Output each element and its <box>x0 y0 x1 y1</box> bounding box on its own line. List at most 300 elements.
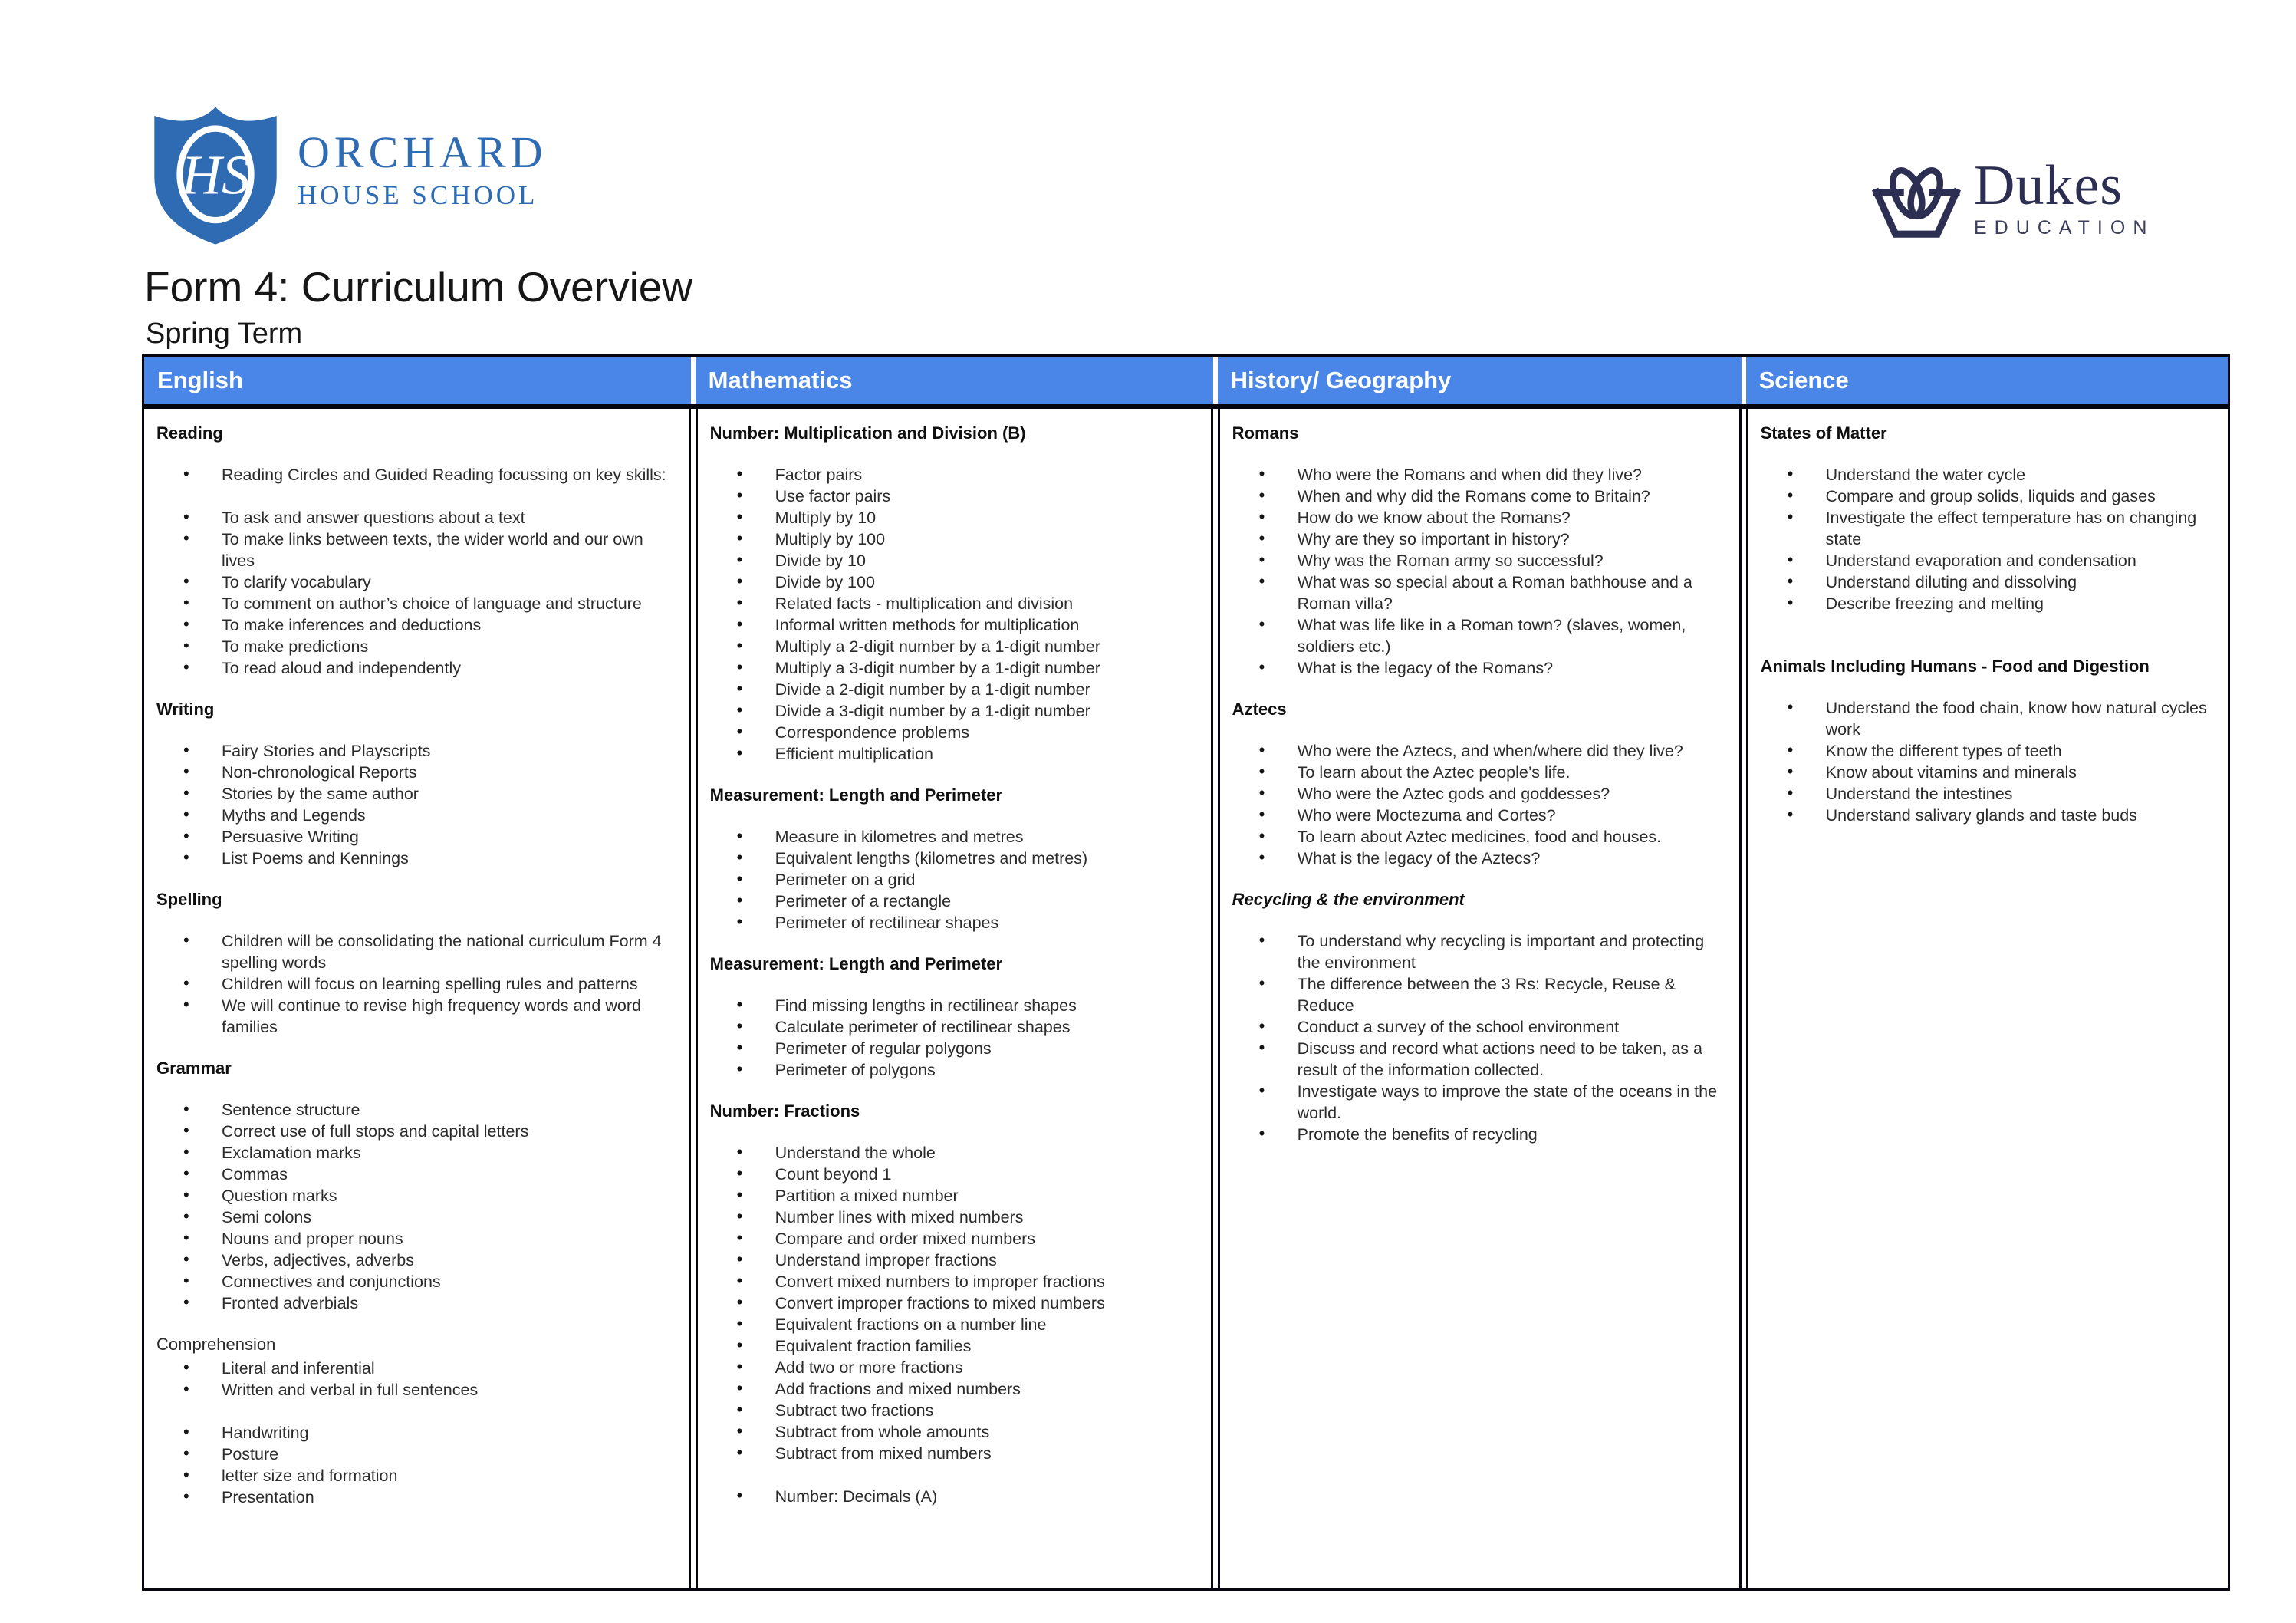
bullet-dot-icon: • <box>1787 805 1794 824</box>
bullet-text: Question marks <box>222 1187 337 1205</box>
bullet-dot-icon: • <box>736 528 743 548</box>
bullet-item <box>1760 593 2220 614</box>
bullet-dot-icon: • <box>736 1185 743 1204</box>
bullet-item <box>709 1185 1203 1207</box>
bullet-item <box>156 973 681 995</box>
bullet-dot-icon: • <box>183 614 189 634</box>
bullet-item <box>1232 805 1732 826</box>
bullet-text: To comment on author’s choice of language and structure <box>222 594 642 613</box>
bullet-text: Who were the Aztecs, and when/where did they live? <box>1297 742 1683 760</box>
bullet-dot-icon: • <box>736 464 743 483</box>
section-heading-animals-including-humans-food-and-digestion: Animals Including Humans - Food and Digestion <box>1760 657 2150 676</box>
bullet-item <box>709 848 1203 869</box>
bullet-text: Perimeter of polygons <box>775 1061 936 1079</box>
bullet-dot-icon: • <box>1258 930 1265 950</box>
bullet-text: Compare and order mixed numbers <box>775 1230 1036 1248</box>
bullet-dot-icon: • <box>1787 464 1794 483</box>
bullet-text: Perimeter of a rectangle <box>775 892 952 910</box>
bullet-text: Presentation <box>222 1488 314 1506</box>
bullet-dot-icon: • <box>1258 762 1265 781</box>
bullet-text: Perimeter of regular polygons <box>775 1039 992 1058</box>
page-title: Form 4: Curriculum Overview <box>144 263 693 311</box>
bullet-item <box>156 740 681 762</box>
curriculum-table <box>142 354 2230 1591</box>
bullet-text: Know the different types of teeth <box>1825 742 2062 760</box>
bullet-dot-icon: • <box>736 679 743 698</box>
bullet-text: To make predictions <box>222 637 369 656</box>
bullet-item <box>709 1486 1203 1507</box>
bullet-dot-icon: • <box>1787 486 1794 505</box>
bullet-text: Multiply by 100 <box>775 530 886 548</box>
bullet-text: Exclamation marks <box>222 1144 361 1162</box>
bullet-item <box>1232 1081 1732 1124</box>
school-wordmark <box>298 127 548 210</box>
bullet-dot-icon: • <box>183 1486 189 1506</box>
bullet-item <box>156 1271 681 1292</box>
bullet-text: Measure in kilometres and metres <box>775 828 1024 846</box>
bullet-text: Informal written methods for multiplication <box>775 616 1080 634</box>
bullet-item <box>1760 507 2220 550</box>
bullet-dot-icon: • <box>736 1486 743 1505</box>
section-heading-romans: Romans <box>1232 423 1299 443</box>
bullet-item <box>156 1228 681 1249</box>
bullet-text: Divide by 10 <box>775 551 866 570</box>
bullet-dot-icon: • <box>736 593 743 612</box>
bullet-item <box>1760 762 2220 783</box>
bullet-text: Subtract from whole amounts <box>775 1423 990 1441</box>
bullet-text: Commas <box>222 1165 288 1184</box>
bullet-dot-icon: • <box>1258 783 1265 802</box>
bullet-dot-icon: • <box>183 973 189 993</box>
bullet-text: Reading Circles and Guided Reading focussing on key skills: <box>222 466 666 484</box>
bullet-text: Subtract two fractions <box>775 1401 934 1420</box>
column-body-english <box>144 409 691 1588</box>
bullet-dot-icon: • <box>183 930 189 950</box>
bullet-text: Divide a 3-digit number by a 1-digit number <box>775 702 1090 720</box>
bullet-item <box>156 805 681 826</box>
bullet-item <box>1232 571 1732 614</box>
bullet-text: Number lines with mixed numbers <box>775 1208 1024 1226</box>
bullet-dot-icon: • <box>183 1271 189 1290</box>
bullet-item <box>156 1444 681 1465</box>
bullet-text: To ask and answer questions about a text <box>222 509 525 527</box>
bullet-dot-icon: • <box>736 995 743 1014</box>
column-body-history-geography <box>1218 409 1742 1588</box>
bullet-dot-icon: • <box>183 528 189 548</box>
bullet-dot-icon: • <box>1258 614 1265 634</box>
bullet-text: Understand improper fractions <box>775 1251 997 1269</box>
bullet-text: Equivalent fraction families <box>775 1337 972 1355</box>
bullet-text: How do we know about the Romans? <box>1297 509 1571 527</box>
bullet-dot-icon: • <box>736 571 743 591</box>
bullet-item <box>709 636 1203 657</box>
bullet-dot-icon: • <box>1258 550 1265 569</box>
bullet-dot-icon: • <box>183 1142 189 1161</box>
bullet-dot-icon: • <box>183 464 189 483</box>
bullet-dot-icon: • <box>736 507 743 526</box>
bullet-dot-icon: • <box>736 869 743 888</box>
bullet-item <box>156 464 681 486</box>
bullet-text: Divide by 100 <box>775 573 875 591</box>
bullet-text: Understand the water cycle <box>1825 466 2026 484</box>
bullet-text: What is the legacy of the Aztecs? <box>1297 849 1541 867</box>
bullet-item <box>709 486 1203 507</box>
section-heading-measurement-length-and-perimeter: Measurement: Length and Perimeter <box>709 785 1003 805</box>
bullet-dot-icon: • <box>1258 571 1265 591</box>
bullet-dot-icon: • <box>1787 740 1794 759</box>
bullet-item <box>1232 1124 1732 1145</box>
bullet-dot-icon: • <box>736 848 743 867</box>
bullet-dot-icon: • <box>1258 657 1265 677</box>
bullet-text: Understand evaporation and condensation <box>1825 551 2136 570</box>
section-heading-recycling-the-environment: Recycling & the environment <box>1232 890 1465 909</box>
bullet-text: List Poems and Kennings <box>222 849 409 867</box>
school-monogram: HS <box>181 143 250 206</box>
bullet-text: Convert mixed numbers to improper fractions <box>775 1272 1105 1291</box>
bullet-text: Add fractions and mixed numbers <box>775 1380 1021 1398</box>
bullet-item <box>709 869 1203 891</box>
section-heading-number-multiplication-and-division-b: Number: Multiplication and Division (B) <box>709 423 1026 443</box>
bullet-dot-icon: • <box>736 1059 743 1078</box>
bullet-item <box>709 571 1203 593</box>
section-heading-spelling: Spelling <box>156 890 222 909</box>
bullet-dot-icon: • <box>183 1465 189 1484</box>
bullet-text: Who were the Romans and when did they live? <box>1297 466 1643 484</box>
bullet-text: letter size and formation <box>222 1467 398 1485</box>
bullet-item <box>709 700 1203 722</box>
bullet-item <box>156 1249 681 1271</box>
bullet-dot-icon: • <box>183 783 189 802</box>
bullet-text: Equivalent fractions on a number line <box>775 1315 1047 1334</box>
bullet-text: Understand diluting and dissolving <box>1825 573 2077 591</box>
bullet-item <box>709 1292 1203 1314</box>
bullet-dot-icon: • <box>736 743 743 762</box>
bullet-item <box>709 657 1203 679</box>
bullet-item <box>709 1443 1203 1464</box>
bullet-item <box>156 1121 681 1142</box>
bullet-text: To make links between texts, the wider world and our own lives <box>222 530 643 570</box>
bullet-item <box>1232 848 1732 869</box>
bullet-text: Related facts - multiplication and division <box>775 594 1074 613</box>
bullet-text: Understand the intestines <box>1825 785 2013 803</box>
bullet-text: Subtract from mixed numbers <box>775 1444 992 1463</box>
bullet-item <box>1232 762 1732 783</box>
bullet-text: Stories by the same author <box>222 785 419 803</box>
bullet-text: Count beyond 1 <box>775 1165 892 1184</box>
bullet-item <box>156 1379 681 1401</box>
bullet-text: Who were the Aztec gods and goddesses? <box>1297 785 1610 803</box>
bullet-text: Know about vitamins and minerals <box>1825 763 2077 782</box>
bullet-item <box>1760 571 2220 593</box>
section-heading-grammar: Grammar <box>156 1058 232 1078</box>
bullet-text: Who were Moctezuma and Cortes? <box>1297 806 1556 825</box>
bullet-dot-icon: • <box>1787 550 1794 569</box>
bullet-item <box>156 930 681 973</box>
bullet-text: Children will focus on learning spelling rules and patterns <box>222 975 638 993</box>
bullet-dot-icon: • <box>183 636 189 655</box>
bullet-item <box>1232 740 1732 762</box>
bullet-dot-icon: • <box>736 826 743 845</box>
bullet-item <box>709 1335 1203 1357</box>
bullet-text: Understand the food chain, know how natural cycles work <box>1825 699 2207 739</box>
section-heading-writing: Writing <box>156 700 215 719</box>
bullet-item <box>156 1164 681 1185</box>
bullet-text: Persuasive Writing <box>222 828 359 846</box>
bullet-item <box>709 550 1203 571</box>
bullet-dot-icon: • <box>183 657 189 677</box>
bullet-text: Perimeter of rectilinear shapes <box>775 914 999 932</box>
bullet-text: Factor pairs <box>775 466 863 484</box>
dukes-name: Dukes <box>1974 154 2123 217</box>
bullet-text: To learn about the Aztec people’s life. <box>1297 763 1571 782</box>
bullet-dot-icon: • <box>1258 1081 1265 1100</box>
bullet-dot-icon: • <box>1258 805 1265 824</box>
bullet-dot-icon: • <box>1258 507 1265 526</box>
bullet-text: Why was the Roman army so successful? <box>1297 551 1604 570</box>
bullet-item <box>709 528 1203 550</box>
bullet-dot-icon: • <box>736 1314 743 1333</box>
bullet-dot-icon: • <box>183 826 189 845</box>
bullet-dot-icon: • <box>1258 848 1265 867</box>
bullet-dot-icon: • <box>183 848 189 867</box>
section-heading-measurement-length-and-perimeter: Measurement: Length and Perimeter <box>709 954 1003 973</box>
bullet-text: Multiply a 3-digit number by a 1-digit number <box>775 659 1100 677</box>
bullet-dot-icon: • <box>183 1444 189 1463</box>
bullet-text: Promote the benefits of recycling <box>1297 1125 1538 1144</box>
column-header-mathematics: Mathematics <box>696 357 1213 404</box>
bullet-text: To make inferences and deductions <box>222 616 482 634</box>
bullet-dot-icon: • <box>736 722 743 741</box>
bullet-dot-icon: • <box>1787 762 1794 781</box>
bullet-item <box>709 1271 1203 1292</box>
bullet-dot-icon: • <box>183 995 189 1014</box>
bullet-item <box>1232 826 1732 848</box>
bullet-item <box>1232 1016 1732 1038</box>
bullet-text: Myths and Legends <box>222 806 366 825</box>
bullet-dot-icon: • <box>736 891 743 910</box>
bullet-dot-icon: • <box>736 1164 743 1183</box>
bullet-text: Efficient multiplication <box>775 745 933 763</box>
bullet-item <box>156 1292 681 1314</box>
bullet-text: Verbs, adjectives, adverbs <box>222 1251 414 1269</box>
bullet-text: Find missing lengths in rectilinear shapes <box>775 996 1077 1015</box>
spacer <box>156 1401 681 1422</box>
bullet-dot-icon: • <box>736 1207 743 1226</box>
bullet-item <box>1760 740 2220 762</box>
bullet-text: Correspondence problems <box>775 723 970 742</box>
dukes-crown-icon <box>1871 160 1962 240</box>
bullet-dot-icon: • <box>183 1164 189 1183</box>
bullet-dot-icon: • <box>183 1422 189 1441</box>
bullet-dot-icon: • <box>736 636 743 655</box>
column-body-mathematics <box>696 409 1213 1588</box>
bullet-dot-icon: • <box>1258 528 1265 548</box>
bullet-item <box>709 891 1203 912</box>
bullet-item <box>709 614 1203 636</box>
dukes-education-logo <box>1871 154 2155 240</box>
bullet-dot-icon: • <box>1258 1016 1265 1035</box>
bullet-text: Non-chronological Reports <box>222 763 417 782</box>
bullet-item <box>709 912 1203 933</box>
bullet-text: Correct use of full stops and capital letters <box>222 1122 529 1141</box>
bullet-dot-icon: • <box>183 1249 189 1269</box>
bullet-dot-icon: • <box>736 1271 743 1290</box>
bullet-dot-icon: • <box>183 1228 189 1247</box>
bullet-item <box>709 1249 1203 1271</box>
bullet-item <box>709 1164 1203 1185</box>
bullet-text: Children will be consolidating the national curriculum Form 4 spelling words <box>222 932 662 972</box>
bullet-item <box>709 1142 1203 1164</box>
bullet-dot-icon: • <box>1258 740 1265 759</box>
bullet-item <box>156 1465 681 1486</box>
bullet-dot-icon: • <box>736 1249 743 1269</box>
bullet-item <box>709 1207 1203 1228</box>
bullet-dot-icon: • <box>736 1016 743 1035</box>
bullet-item <box>156 995 681 1038</box>
bullet-dot-icon: • <box>736 486 743 505</box>
bullet-dot-icon: • <box>1258 464 1265 483</box>
bullet-text: What is the legacy of the Romans? <box>1297 659 1554 677</box>
table-body-row <box>144 409 2228 1588</box>
bullet-item <box>156 762 681 783</box>
bullet-dot-icon: • <box>736 1421 743 1440</box>
bullet-item <box>1232 930 1732 973</box>
bullet-dot-icon: • <box>736 1142 743 1161</box>
bullet-item <box>156 593 681 614</box>
bullet-dot-icon: • <box>183 1099 189 1118</box>
bullet-dot-icon: • <box>1787 571 1794 591</box>
bullet-dot-icon: • <box>183 593 189 612</box>
bullet-dot-icon: • <box>736 1378 743 1397</box>
bullet-text: To read aloud and independently <box>222 659 462 677</box>
bullet-dot-icon: • <box>183 762 189 781</box>
page-subtitle: Spring Term <box>146 318 303 350</box>
bullet-item <box>156 848 681 869</box>
bullet-text: Use factor pairs <box>775 487 891 505</box>
bullet-item <box>1232 973 1732 1016</box>
bullet-text: Fairy Stories and Playscripts <box>222 742 431 760</box>
bullet-item <box>709 1016 1203 1038</box>
bullet-dot-icon: • <box>736 1357 743 1376</box>
bullet-text: Number: Decimals (A) <box>775 1487 938 1506</box>
bullet-dot-icon: • <box>183 1292 189 1312</box>
bullet-dot-icon: • <box>1258 826 1265 845</box>
bullet-text: Multiply a 2-digit number by a 1-digit number <box>775 637 1100 656</box>
dukes-wordmark <box>1974 154 2155 239</box>
section-heading-comprehension: Comprehension <box>156 1335 276 1354</box>
school-shield-icon <box>150 104 281 247</box>
bullet-text: Compare and group solids, liquids and gases <box>1825 487 2156 505</box>
bullet-item <box>1760 697 2220 740</box>
column-header-history-geography: History/ Geography <box>1218 357 1742 404</box>
bullet-dot-icon: • <box>736 700 743 719</box>
bullet-item <box>156 1099 681 1121</box>
bullet-item <box>709 464 1203 486</box>
bullet-dot-icon: • <box>736 1292 743 1312</box>
bullet-item <box>1232 1038 1732 1081</box>
bullet-text: Discuss and record what actions need to be taken, as a result of the information collected. <box>1297 1039 1702 1079</box>
bullet-text: Investigate ways to improve the state of the oceans in the world. <box>1297 1082 1718 1122</box>
bullet-item <box>156 783 681 805</box>
bullet-item <box>156 614 681 636</box>
bullet-text: Written and verbal in full sentences <box>222 1381 479 1399</box>
bullet-item <box>156 507 681 528</box>
bullet-item <box>709 507 1203 528</box>
bullet-dot-icon: • <box>1787 783 1794 802</box>
bullet-text: When and why did the Romans come to Britain? <box>1297 487 1650 505</box>
bullet-item <box>709 1421 1203 1443</box>
spacer <box>709 1464 1203 1486</box>
bullet-dot-icon: • <box>183 1379 189 1398</box>
bullet-text: Nouns and proper nouns <box>222 1230 403 1248</box>
bullet-item <box>1760 486 2220 507</box>
school-name-line1: ORCHARD <box>298 127 548 177</box>
column-header-english: English <box>144 357 691 404</box>
bullet-text: Posture <box>222 1445 279 1463</box>
bullet-text: Equivalent lengths (kilometres and metres) <box>775 849 1088 867</box>
bullet-dot-icon: • <box>736 614 743 634</box>
bullet-text: Multiply by 10 <box>775 509 877 527</box>
bullet-item <box>709 679 1203 700</box>
bullet-item <box>1232 657 1732 679</box>
bullet-dot-icon: • <box>1258 486 1265 505</box>
bullet-dot-icon: • <box>736 1038 743 1057</box>
bullet-item <box>1760 783 2220 805</box>
bullet-text: Connectives and conjunctions <box>222 1272 441 1291</box>
bullet-item <box>156 1486 681 1508</box>
bullet-item <box>709 1378 1203 1400</box>
bullet-dot-icon: • <box>183 507 189 526</box>
bullet-text: Handwriting <box>222 1424 309 1442</box>
bullet-item <box>1232 486 1732 507</box>
bullet-text: What was so special about a Roman bathhouse and a Roman villa? <box>1297 573 1692 613</box>
bullet-text: Partition a mixed number <box>775 1187 959 1205</box>
bullet-text: Divide a 2-digit number by a 1-digit number <box>775 680 1090 699</box>
bullet-dot-icon: • <box>183 805 189 824</box>
bullet-item <box>1760 550 2220 571</box>
bullet-text: Investigate the effect temperature has on changing state <box>1825 509 2197 548</box>
bullet-dot-icon: • <box>736 1335 743 1355</box>
bullet-item <box>156 1142 681 1164</box>
bullet-text: To understand why recycling is important and protecting the environment <box>1297 932 1705 972</box>
bullet-text: Understand salivary glands and taste buds <box>1825 806 2137 825</box>
bullet-item <box>709 593 1203 614</box>
bullet-dot-icon: • <box>183 1207 189 1226</box>
bullet-dot-icon: • <box>1787 593 1794 612</box>
bullet-text: Literal and inferential <box>222 1359 375 1378</box>
bullet-item <box>1760 464 2220 486</box>
bullet-dot-icon: • <box>183 571 189 591</box>
bullet-dot-icon: • <box>1258 973 1265 993</box>
section-heading-number-fractions: Number: Fractions <box>709 1101 860 1121</box>
bullet-item <box>156 657 681 679</box>
bullet-dot-icon: • <box>183 1121 189 1140</box>
bullet-dot-icon: • <box>736 1443 743 1462</box>
bullet-text: To clarify vocabulary <box>222 573 371 591</box>
bullet-text: Perimeter on a grid <box>775 871 916 889</box>
bullet-item <box>156 1422 681 1444</box>
bullet-item <box>1232 614 1732 657</box>
bullet-dot-icon: • <box>183 1358 189 1377</box>
bullet-item <box>709 743 1203 765</box>
bullet-text: To learn about Aztec medicines, food and houses. <box>1297 828 1662 846</box>
bullet-text: Understand the whole <box>775 1144 936 1162</box>
bullet-text: Fronted adverbials <box>222 1294 359 1312</box>
dukes-tagline: EDUCATION <box>1974 217 2155 239</box>
table-header-row <box>144 357 2228 409</box>
section-heading-aztecs: Aztecs <box>1232 700 1287 719</box>
bullet-item <box>709 995 1203 1016</box>
